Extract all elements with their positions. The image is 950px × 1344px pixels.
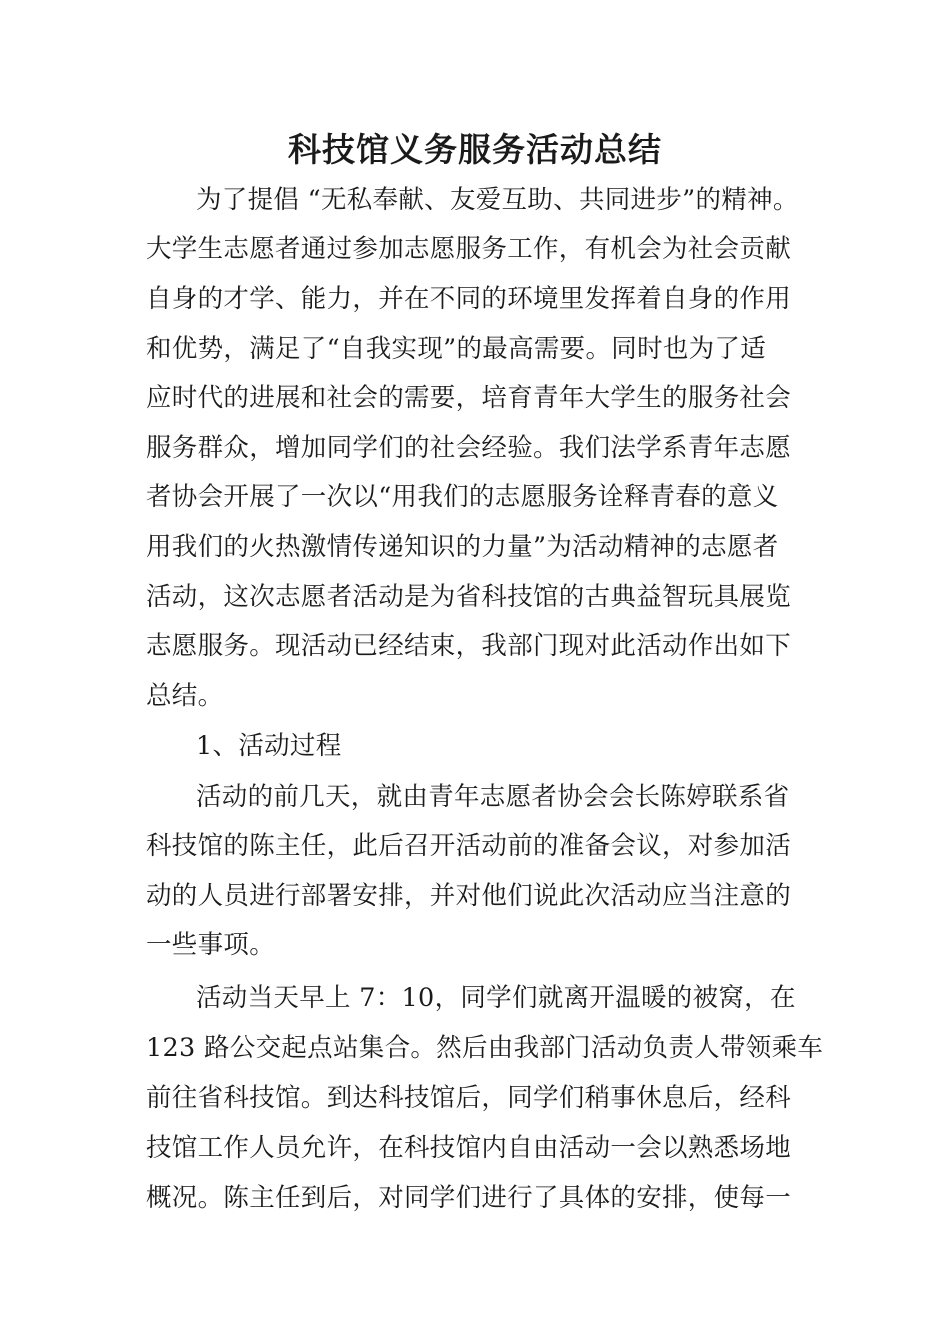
- paragraph-line: 活动的前几天，就由青年志愿者协会会长陈婷联系省: [196, 782, 790, 812]
- paragraph-line: 大学生志愿者通过参加志愿服务工作，有机会为社会贡献: [146, 234, 792, 264]
- paragraph-line: 123 路公交起点站集合。然后由我部门活动负责人带领乘车: [146, 1033, 824, 1063]
- paragraph-line: 一些事项。: [146, 930, 276, 960]
- paragraph-line: 科技馆的陈主任，此后召开活动前的准备会议，对参加活: [146, 831, 792, 861]
- paragraph-line: 应时代的进展和社会的需要，培育青年大学生的服务社会: [146, 383, 792, 413]
- paragraph-line: 为了提倡 “无私奉献、友爱互助、共同进步”的精神。: [196, 185, 799, 215]
- paragraph-line: 用我们的火热激情传递知识的力量”为活动精神的志愿者: [146, 532, 779, 562]
- document-title: 科技馆义务服务活动总结: [288, 130, 662, 169]
- paragraph-line: 活动当天早上 7：10，同学们就离开温暖的被窝，在: [196, 983, 796, 1013]
- paragraph-line: 总结。: [146, 681, 224, 711]
- paragraph-line: 技馆工作人员允许，在科技馆内自由活动一会以熟悉场地: [146, 1133, 792, 1163]
- paragraph-line: 和优势，满足了“自我实现”的最高需要。同时也为了适: [146, 334, 767, 364]
- paragraph-line: 概况。陈主任到后，对同学们进行了具体的安排，使每一: [146, 1183, 792, 1213]
- paragraph-line: 服务群众，增加同学们的社会经验。我们法学系青年志愿: [146, 433, 792, 463]
- paragraph-line: 自身的才学、能力，并在不同的环境里发挥着自身的作用: [146, 284, 792, 314]
- paragraph-line: 志愿服务。现活动已经结束，我部门现对此活动作出如下: [146, 631, 792, 661]
- section-heading: 1、活动过程: [196, 731, 342, 761]
- paragraph-line: 前往省科技馆。到达科技馆后，同学们稍事休息后，经科: [146, 1083, 792, 1113]
- paragraph-line: 动的人员进行部署安排，并对他们说此次活动应当注意的: [146, 881, 792, 911]
- paragraph-line: 者协会开展了一次以“用我们的志愿服务诠释青春的意义: [146, 482, 779, 512]
- paragraph-line: 活动，这次志愿者活动是为省科技馆的古典益智玩具展览: [146, 582, 792, 612]
